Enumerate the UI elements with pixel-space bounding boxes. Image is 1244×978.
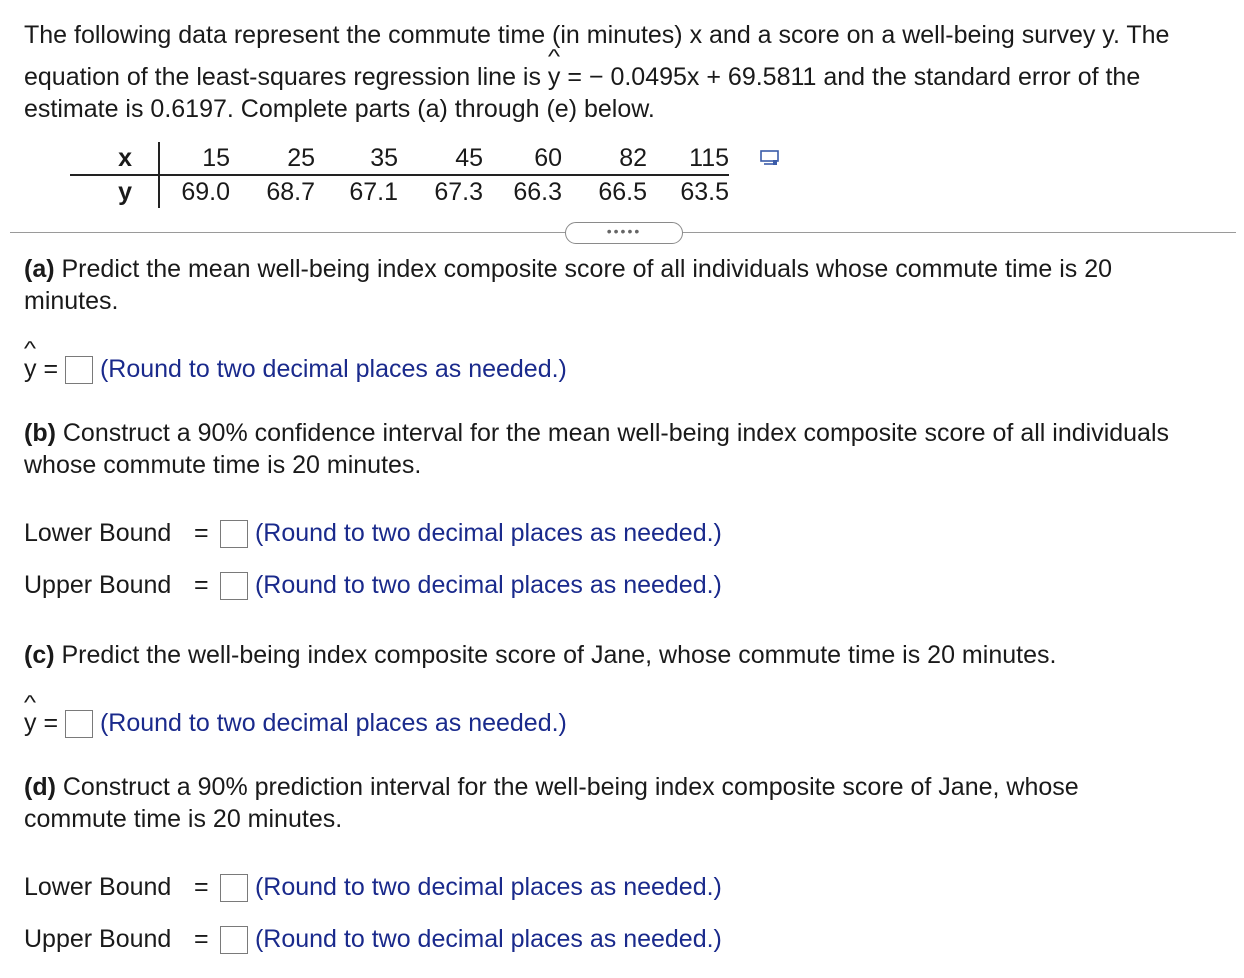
y-label: y [70,175,159,208]
y-value: 66.5 [598,177,647,206]
x-value: 35 [315,142,398,175]
part-c-answer-input[interactable] [65,710,93,738]
table-row-x [70,142,729,175]
part-c-question: (c) Predict the well-being index composite score of Jane, whose commute time is 20 minutes. [24,641,1057,669]
round-hint: (Round to two decimal places as needed.) [99,355,567,383]
part-a-answer-row: ^ y = (Round to two decimal places as needed.) [24,352,567,386]
y-value: 66.3 [513,177,562,206]
part-a-answer-input[interactable] [65,356,93,384]
intro-line-3: estimate is 0.6197. Complete parts (a) through (e) below. [24,95,655,123]
part-b-question-cont: whose commute time is 20 minutes. [24,451,422,479]
x-value: 45 [398,142,483,175]
part-b-question: (b) Construct a 90% confidence interval for the mean well-being index composite score of all individuals [24,419,1170,447]
y-value: 67.1 [349,177,398,206]
lower-bound-label: Lower Bound [24,873,172,901]
x-value: 115 [647,142,729,175]
round-hint: (Round to two decimal places as needed.) [254,519,722,547]
x-value: 25 [230,142,315,175]
data-table [70,142,729,208]
table-row-y [70,175,729,208]
expand-more-button[interactable]: ••••• [565,222,683,244]
part-b-lower-row: Lower Bound = (Round to two decimal places as needed.) [24,516,722,550]
part-d-question: (d) Construct a 90% prediction interval for the well-being index composite score of Jane, whose [24,773,1079,801]
x-value: 82 [562,142,647,175]
copy-data-icon[interactable] [760,150,780,166]
intro-line-2: equation of the least-squares regression line is ^ y = − 0.0495x + 69.5811 and the standard error of the [24,61,1140,93]
y-hat-label: ^ y [24,352,37,386]
y-value: 63.5 [680,177,729,206]
upper-bound-label: Upper Bound [24,571,172,599]
part-d-question-cont: commute time is 20 minutes. [24,805,343,833]
x-value: 15 [159,142,230,175]
part-a-question: (a) Predict the mean well-being index composite score of all individuals whose commute time is 20 [24,255,1113,283]
part-b-upper-row: Upper Bound = (Round to two decimal places as needed.) [24,568,722,602]
part-d-upper-input[interactable] [220,926,248,954]
x-value: 60 [483,142,562,175]
lower-bound-label: Lower Bound [24,519,172,547]
y-value: 68.7 [266,177,315,206]
y-value: 67.3 [434,177,483,206]
round-hint: (Round to two decimal places as needed.) [254,571,722,599]
part-a-question-cont: minutes. [24,287,119,315]
round-hint: (Round to two decimal places as needed.) [254,925,722,953]
round-hint: (Round to two decimal places as needed.) [254,873,722,901]
y-hat-label: ^ y [24,706,37,740]
x-label: x [70,142,159,175]
y-value: 69.0 [181,177,230,206]
part-d-lower-row: Lower Bound = (Round to two decimal places as needed.) [24,870,722,904]
part-b-upper-input[interactable] [220,572,248,600]
part-d-lower-input[interactable] [220,874,248,902]
part-c-answer-row: ^ y = (Round to two decimal places as needed.) [24,706,567,740]
round-hint: (Round to two decimal places as needed.) [99,709,567,737]
y-hat-symbol: ^ y [548,61,561,93]
part-b-lower-input[interactable] [220,520,248,548]
intro-line-1: The following data represent the commute time (in minutes) x and a score on a well-being survey y. The [24,21,1170,49]
upper-bound-label: Upper Bound [24,925,172,953]
part-d-upper-row: Upper Bound = (Round to two decimal places as needed.) [24,922,722,956]
